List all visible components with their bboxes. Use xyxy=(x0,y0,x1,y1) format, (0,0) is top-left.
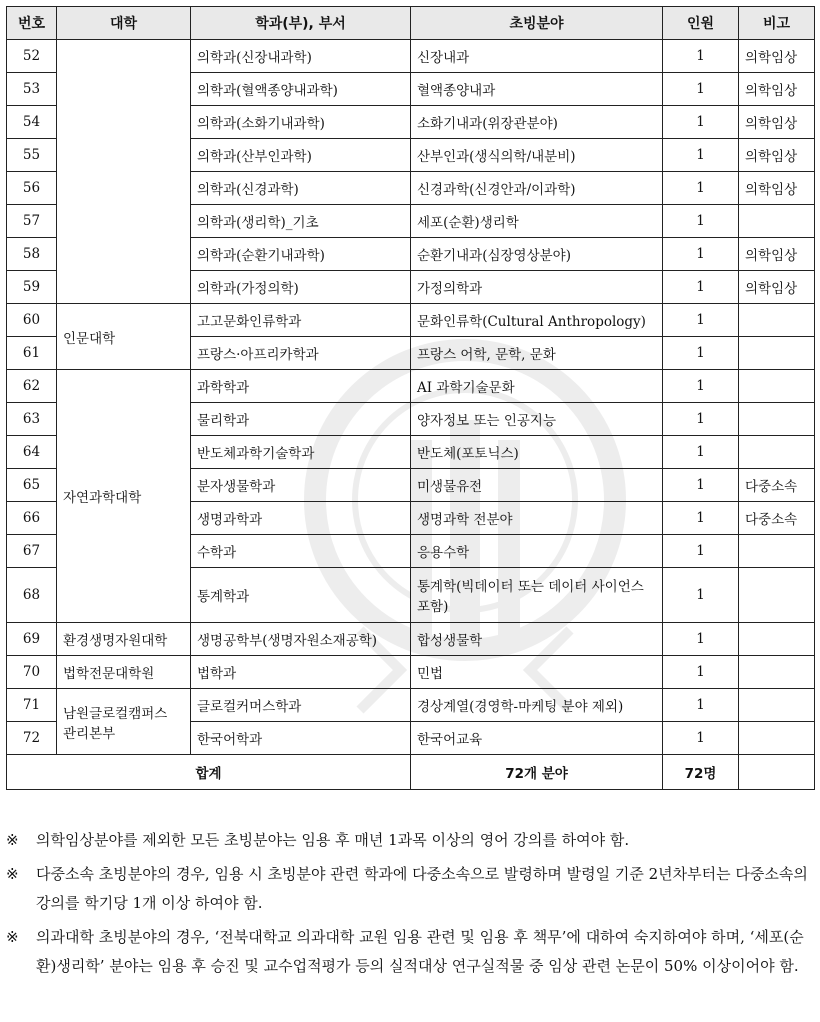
total-label: 합계 xyxy=(7,755,411,790)
row-dept: 의학과(혈액종양내과학) xyxy=(191,73,411,106)
row-note xyxy=(739,436,815,469)
row-field: 신장내과 xyxy=(411,40,663,73)
row-count: 1 xyxy=(663,403,739,436)
reference-mark: ※ xyxy=(6,928,19,946)
row-no: 54 xyxy=(7,106,57,139)
row-dept: 반도체과학기술학과 xyxy=(191,436,411,469)
row-no: 65 xyxy=(7,469,57,502)
header-no: 번호 xyxy=(7,7,57,40)
row-dept: 프랑스·아프리카학과 xyxy=(191,337,411,370)
total-count: 72명 xyxy=(663,755,739,790)
row-no: 60 xyxy=(7,304,57,337)
row-count: 1 xyxy=(663,238,739,271)
row-count: 1 xyxy=(663,370,739,403)
row-field: 경상계열(경영학-마케팅 분야 제외) xyxy=(411,689,663,722)
row-no: 53 xyxy=(7,73,57,106)
row-note: 다중소속 xyxy=(739,502,815,535)
row-field: 혈액종양내과 xyxy=(411,73,663,106)
row-note xyxy=(739,623,815,656)
row-field: 소화기내과(위장관분야) xyxy=(411,106,663,139)
row-note xyxy=(739,370,815,403)
row-no: 69 xyxy=(7,623,57,656)
row-no: 66 xyxy=(7,502,57,535)
row-count: 1 xyxy=(663,656,739,689)
row-note xyxy=(739,403,815,436)
reference-mark: ※ xyxy=(6,865,19,883)
row-dept: 법학과 xyxy=(191,656,411,689)
row-field: 산부인과(생식의학/내분비) xyxy=(411,139,663,172)
row-note xyxy=(739,656,815,689)
row-count: 1 xyxy=(663,304,739,337)
table-row xyxy=(7,656,815,689)
footnote-text: 의학임상분야를 제외한 모든 초빙분야는 임용 후 매년 1과목 이상의 영어 강의를 하여야 함. xyxy=(36,831,630,849)
footnote xyxy=(6,826,814,855)
row-dept: 생명과학과 xyxy=(191,502,411,535)
row-no: 58 xyxy=(7,238,57,271)
row-dept: 의학과(산부인과학) xyxy=(191,139,411,172)
row-note xyxy=(739,337,815,370)
header-note: 비고 xyxy=(739,7,815,40)
footnotes xyxy=(6,826,814,986)
header-field: 초빙분야 xyxy=(411,7,663,40)
row-field: 신경과학(신경안과/이과학) xyxy=(411,172,663,205)
row-no: 56 xyxy=(7,172,57,205)
row-note xyxy=(739,535,815,568)
table-row xyxy=(7,689,815,722)
row-no: 70 xyxy=(7,656,57,689)
reference-mark: ※ xyxy=(6,831,19,849)
row-count: 1 xyxy=(663,271,739,304)
row-no: 52 xyxy=(7,40,57,73)
row-field: 반도체(포토닉스) xyxy=(411,436,663,469)
row-count: 1 xyxy=(663,502,739,535)
row-no: 62 xyxy=(7,370,57,403)
table-row xyxy=(7,623,815,656)
row-dept: 과학학과 xyxy=(191,370,411,403)
header-count: 인원 xyxy=(663,7,739,40)
row-note xyxy=(739,304,815,337)
row-dept: 생명공학부(생명자원소재공학) xyxy=(191,623,411,656)
row-field: AI 과학기술문화 xyxy=(411,370,663,403)
row-dept: 의학과(가정의학) xyxy=(191,271,411,304)
recruitment-table xyxy=(6,6,815,790)
row-no: 71 xyxy=(7,689,57,722)
row-no: 64 xyxy=(7,436,57,469)
row-field: 가정의학과 xyxy=(411,271,663,304)
row-note: 의학임상 xyxy=(739,271,815,304)
row-count: 1 xyxy=(663,469,739,502)
college-cell-humanities: 인문대학 xyxy=(57,304,191,370)
row-dept: 의학과(신경과학) xyxy=(191,172,411,205)
row-count: 1 xyxy=(663,722,739,755)
row-count: 1 xyxy=(663,337,739,370)
row-dept: 분자생물학과 xyxy=(191,469,411,502)
row-note: 의학임상 xyxy=(739,40,815,73)
table-row xyxy=(7,370,815,403)
row-field: 응용수학 xyxy=(411,535,663,568)
row-field: 한국어교육 xyxy=(411,722,663,755)
row-dept: 물리학과 xyxy=(191,403,411,436)
row-no: 68 xyxy=(7,568,57,623)
row-field: 생명과학 전분야 xyxy=(411,502,663,535)
row-no: 67 xyxy=(7,535,57,568)
row-no: 59 xyxy=(7,271,57,304)
row-note xyxy=(739,722,815,755)
college-cell-medicine xyxy=(57,40,191,304)
row-dept: 글로컬커머스학과 xyxy=(191,689,411,722)
row-note: 의학임상 xyxy=(739,238,815,271)
row-dept: 수학과 xyxy=(191,535,411,568)
row-note: 의학임상 xyxy=(739,73,815,106)
row-count: 1 xyxy=(663,568,739,623)
footnote-text: 의과대학 초빙분야의 경우, ‘전북대학교 의과대학 교원 임용 관련 및 임용 후 책무’에 대하여 숙지하여야 하며, ‘세포(순환)생리학’ 분야는 임용 후 승진 및 교수업적평가 등의 실적대상 연구실적물 중 임상 관련 논문이 50% 이상이어야 함. xyxy=(36,928,804,975)
row-field: 미생물유전 xyxy=(411,469,663,502)
row-dept: 한국어학과 xyxy=(191,722,411,755)
row-count: 1 xyxy=(663,106,739,139)
row-dept: 의학과(생리학)_기초 xyxy=(191,205,411,238)
row-note xyxy=(739,568,815,623)
row-count: 1 xyxy=(663,623,739,656)
row-field: 프랑스 어학, 문학, 문화 xyxy=(411,337,663,370)
row-field: 통계학(빅데이터 또는 데이터 사이언스 포함) xyxy=(411,568,663,623)
row-count: 1 xyxy=(663,205,739,238)
row-count: 1 xyxy=(663,436,739,469)
college-cell-science: 자연과학대학 xyxy=(57,370,191,623)
row-field: 양자정보 또는 인공지능 xyxy=(411,403,663,436)
header-college: 대학 xyxy=(57,7,191,40)
row-no: 63 xyxy=(7,403,57,436)
row-dept: 고고문화인류학과 xyxy=(191,304,411,337)
total-fields: 72개 분야 xyxy=(411,755,663,790)
footnote-text: 다중소속 초빙분야의 경우, 임용 시 초빙분야 관련 학과에 다중소속으로 발령하며 발령일 기준 2년차부터는 다중소속의 강의를 학기당 1개 이상 하여야 함. xyxy=(36,865,808,912)
header-dept: 학과(부), 부서 xyxy=(191,7,411,40)
row-note: 의학임상 xyxy=(739,106,815,139)
row-note: 의학임상 xyxy=(739,172,815,205)
row-no: 55 xyxy=(7,139,57,172)
row-field: 세포(순환)생리학 xyxy=(411,205,663,238)
table-row xyxy=(7,40,815,73)
table-header-row xyxy=(7,7,815,40)
row-note: 의학임상 xyxy=(739,139,815,172)
row-no: 72 xyxy=(7,722,57,755)
row-count: 1 xyxy=(663,689,739,722)
row-field: 합성생물학 xyxy=(411,623,663,656)
row-note xyxy=(739,205,815,238)
row-count: 1 xyxy=(663,40,739,73)
row-count: 1 xyxy=(663,172,739,205)
total-note xyxy=(739,755,815,790)
row-dept: 의학과(순환기내과학) xyxy=(191,238,411,271)
footnote xyxy=(6,860,814,918)
row-field: 민법 xyxy=(411,656,663,689)
total-row xyxy=(7,755,815,790)
row-no: 57 xyxy=(7,205,57,238)
college-cell-namwon: 남원글로컬캠퍼스 관리본부 xyxy=(57,689,191,755)
college-cell-law: 법학전문대학원 xyxy=(57,656,191,689)
row-dept: 의학과(신장내과학) xyxy=(191,40,411,73)
footnote xyxy=(6,923,814,981)
row-count: 1 xyxy=(663,535,739,568)
row-note: 다중소속 xyxy=(739,469,815,502)
row-dept: 의학과(소화기내과학) xyxy=(191,106,411,139)
row-field: 순환기내과(심장영상분야) xyxy=(411,238,663,271)
row-note xyxy=(739,689,815,722)
row-field: 문화인류학(Cultural Anthropology) xyxy=(411,304,663,337)
row-dept: 통계학과 xyxy=(191,568,411,623)
college-cell-env: 환경생명자원대학 xyxy=(57,623,191,656)
table-row xyxy=(7,304,815,337)
row-count: 1 xyxy=(663,73,739,106)
row-count: 1 xyxy=(663,139,739,172)
row-no: 61 xyxy=(7,337,57,370)
